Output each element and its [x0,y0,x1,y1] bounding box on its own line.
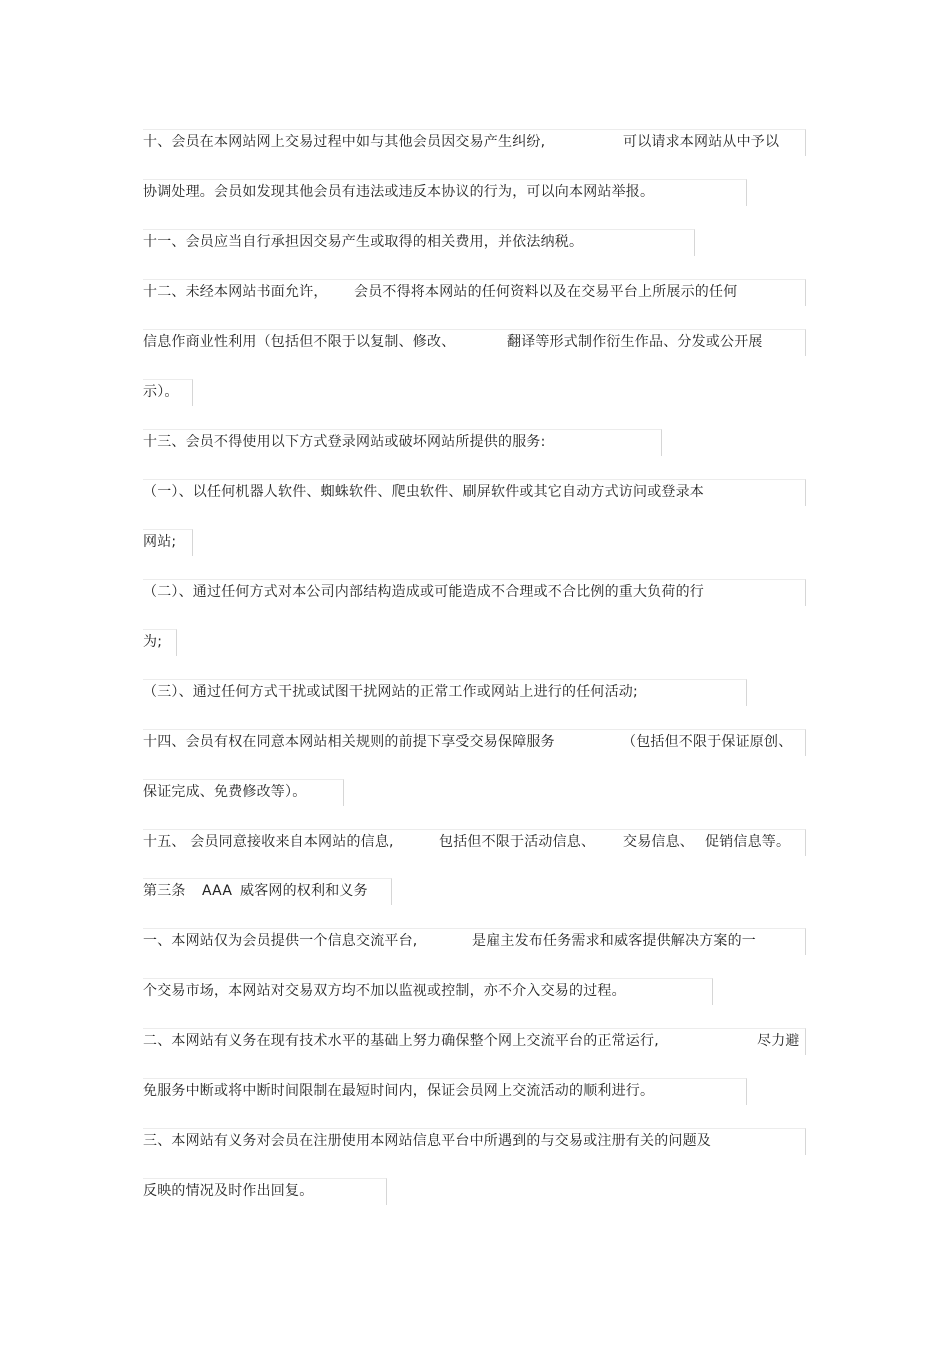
paragraph-line: 协调处理。会员如发现其他会员有违法或违反本协议的行为，可以向本网站举报。 [143,184,655,200]
paragraph-line: 十、会员在本网站网上交易过程中如与其他会员因交易产生纠纷, 可以请求本网站从中予以 [143,134,780,150]
paragraph-line: 十四、会员有权在同意本网站相关规则的前提下享受交易保障服务 （包括但不限于保证原创、 [143,734,793,750]
paragraph-line: 一、本网站仅为会员提供一个信息交流平台, 是雇主发布任务需求和威客提供解决方案的一 [143,933,756,949]
paragraph-line: 反映的情况及时作出回复。 [143,1183,314,1199]
section-heading: 第三条 AAA 威客网的权利和义务 [143,883,368,899]
paragraph-line: 免服务中断或将中断时间限制在最短时间内，保证会员网上交流活动的顺利进行。 [143,1083,655,1099]
paragraph-line: （三）、通过任何方式干扰或试图干扰网站的正常工作或网站上进行的任何活动; [143,684,638,700]
paragraph-line: 十三、会员不得使用以下方式登录网站或破坏网站所提供的服务: [143,434,546,450]
paragraph-line: 个交易市场，本网站对交易双方均不加以监视或控制，亦不介入交易的过程。 [143,983,626,999]
paragraph-line: 三、本网站有义务对会员在注册使用本网站信息平台中所遇到的与交易或注册有关的问题及 [143,1133,711,1149]
paragraph-line: 保证完成、免费修改等）。 [143,784,307,800]
paragraph-line: （一）、以任何机器人软件、蜘蛛软件、爬虫软件、刷屏软件或其它自动方式访问或登录本 [143,484,704,500]
paragraph-line: 二、本网站有义务在现有技术水平的基础上努力确保整个网上交流平台的正常运行, 尽力避 [143,1033,800,1049]
paragraph-line: 信息作商业性利用（包括但不限于以复制、修改、 翻译等形式制作衍生作品、分发或公开展 [143,334,763,350]
paragraph-line: 示）。 [143,384,179,400]
paragraph-line: 十一、会员应当自行承担因交易产生或取得的相关费用，并依法纳税。 [143,234,584,250]
paragraph-line: 网站; [143,534,177,550]
paragraph-line: （二）、通过任何方式对本公司内部结构造成或可能造成不合理或不合比例的重大负荷的行 [143,584,704,600]
paragraph-line: 十五、 会员同意接收来自本网站的信息, 包括但不限于活动信息、 交易信息、 促销信息等。 [143,834,791,850]
paragraph-line: 十二、未经本网站书面允许， 会员不得将本网站的任何资料以及在交易平台上所展示的任何 [143,284,738,300]
paragraph-line: 为; [143,634,163,650]
